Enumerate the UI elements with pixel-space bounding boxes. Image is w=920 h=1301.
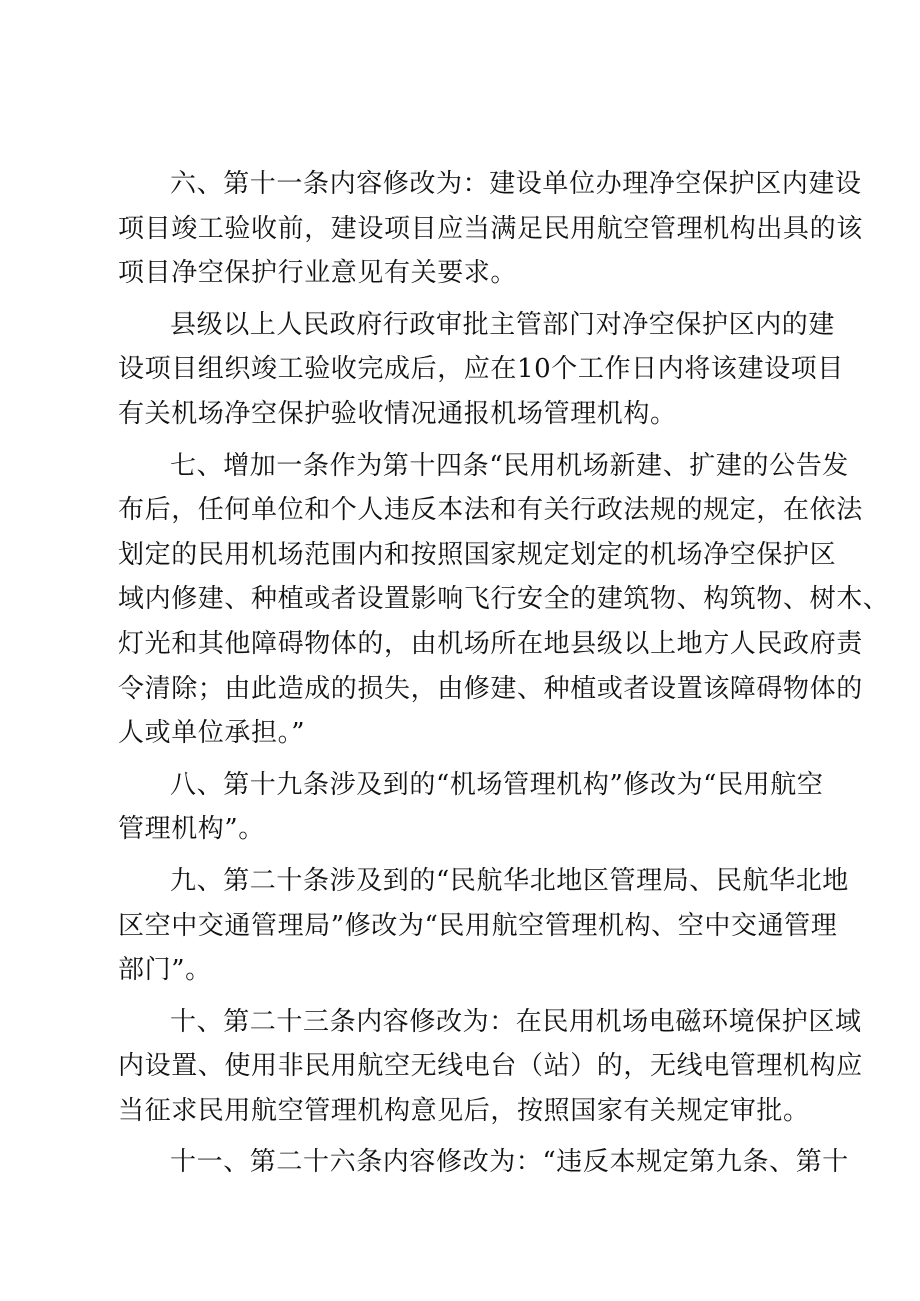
- text-line: 七、增加一条作为第十四条“民用机场新建、扩建的公告发: [170, 450, 849, 481]
- text-line: 有关机场净空保护验收情况通报机场管理机构。: [118, 398, 677, 429]
- text-line: 十一、第二十六条内容修改为：“违反本规定第九条、第十: [170, 1147, 849, 1178]
- text-line: 令清除；由此造成的损失，由修建、种植或者设置该障碍物体的: [118, 673, 863, 704]
- paragraph-6: [118, 162, 863, 296]
- paragraph-7: [118, 444, 890, 756]
- paragraph-11: [118, 1140, 849, 1185]
- text-line: 划定的民用机场范围内和按照国家规定划定的机场净空保护区: [118, 539, 837, 570]
- text-line: 十、第二十三条内容修改为：在民用机场电磁环境保护区域: [170, 1006, 862, 1037]
- text-line: 项目竣工验收前，建设项目应当满足民用航空管理机构出具的该: [118, 213, 863, 244]
- paragraph-8: [118, 763, 824, 852]
- text-line: 布后，任何单位和个人违反本法和有关行政法规的规定，在依法: [118, 495, 863, 526]
- text-line: 县级以上人民政府行政审批主管部门对净空保护区内的建: [170, 309, 836, 340]
- paragraph-10: [118, 1000, 863, 1134]
- document-body: [118, 162, 890, 1192]
- text-line: 项目净空保护行业意见有关要求。: [118, 258, 518, 289]
- text-line: 九、第二十条涉及到的“民航华北地区管理局、民航华北地: [170, 865, 849, 896]
- text-line: 内设置、使用非民用航空无线电台（站）的，无线电管理机构应: [118, 1051, 863, 1082]
- text-line: 八、第十九条涉及到的“机场管理机构”修改为“民用航空: [170, 769, 824, 800]
- paragraph-county-acceptance: [118, 303, 844, 437]
- text-line: 区空中交通管理局”修改为“民用航空管理机构、空中交通管理: [118, 910, 838, 941]
- text-line: 域内修建、种植或者设置影响飞行安全的建筑物、构筑物、树木、: [118, 584, 890, 615]
- text-line: 人或单位承担。”: [118, 718, 306, 749]
- text-line: 当征求民用航空管理机构意见后，按照国家有关规定审批。: [118, 1095, 810, 1126]
- text-line: 部门”。: [118, 955, 212, 986]
- paragraph-9: [118, 859, 849, 993]
- text-line: 设项目组织竣工验收完成后，应在10个工作日内将该建设项目: [118, 354, 844, 385]
- text-line: 灯光和其他障碍物体的，由机场所在地县级以上地方人民政府责: [118, 628, 863, 659]
- text-line: 六、第十一条内容修改为：建设单位办理净空保护区内建设: [170, 169, 862, 199]
- text-line: 管理机构”。: [118, 814, 265, 845]
